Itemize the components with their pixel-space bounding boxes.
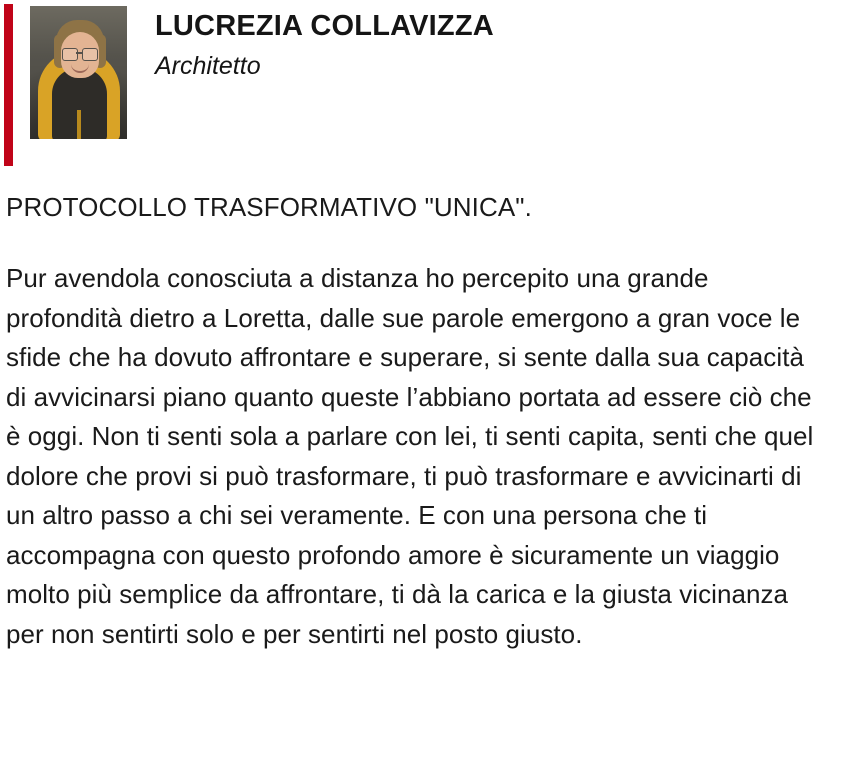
protocol-title: PROTOCOLLO TRASFORMATIVO "UNICA".	[6, 192, 532, 222]
testimonial-paragraph: Pur avendola conosciuta a distanza ho percepito una grande profondità dietro a Loretta, dalle sue parole emergono a gran voce le sfide che ha dovuto affrontare e superare, si sente dalla sua capacità di avvicinarsi piano quanto queste l’abbiano portata ad essere ciò che è oggi. Non ti senti sola a parlare con lei, ti senti capita, senti che quel dolore che provi si può trasformare, ti può trasformare e avvicinarti di un altro passo a chi sei veramente. E con una persona che ti accompagna con questo profondo amore è sicuramente un viaggio molto più semplice da affrontare, ti dà la carica e la giusta vicinanza per non sentirti solo e per sentirti nel posto giusto.	[6, 263, 814, 649]
person-info	[155, 4, 494, 81]
person-role: Architetto	[155, 52, 261, 81]
avatar	[30, 6, 127, 139]
glasses-bridge	[76, 52, 82, 54]
glasses-left-lens	[62, 48, 78, 61]
portrait-photo	[30, 6, 127, 139]
red-accent-bar	[4, 4, 13, 166]
testimonial-header	[0, 0, 847, 166]
testimonial-body	[0, 190, 847, 654]
person-name: LUCREZIA COLLAVIZZA	[155, 10, 494, 42]
glasses-right-lens	[82, 48, 98, 61]
jacket-zipper-shape	[77, 110, 81, 139]
